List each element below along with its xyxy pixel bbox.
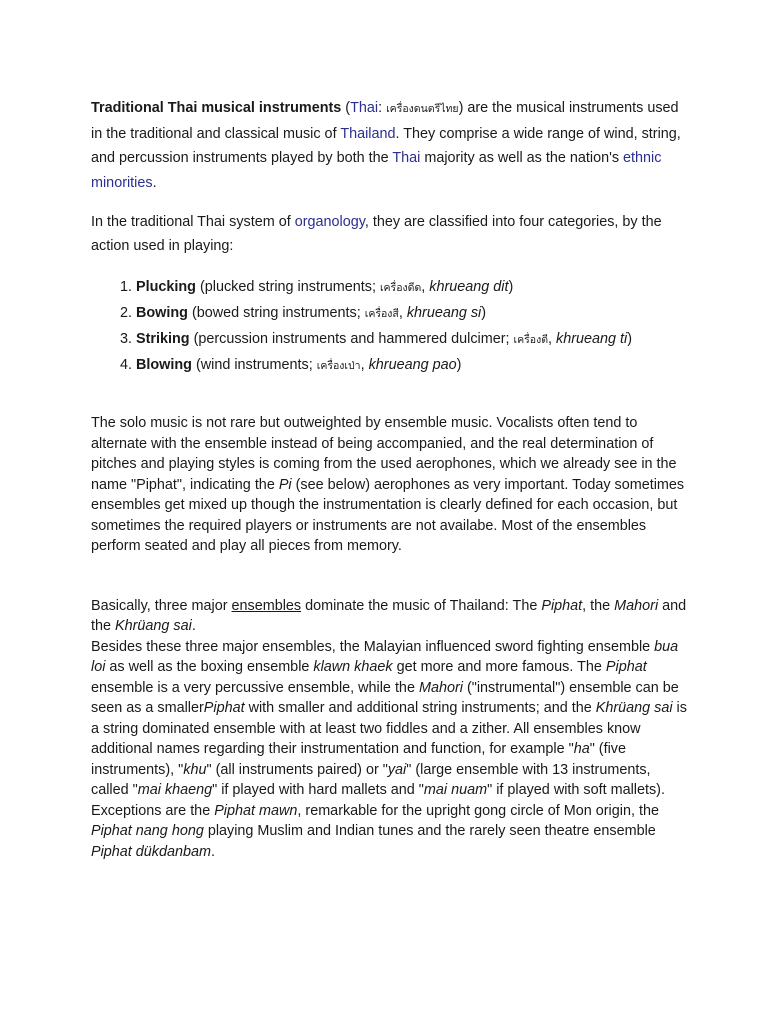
term-bua-loi: bua loi [91,638,679,675]
text: . [211,843,216,860]
link-organology[interactable]: organology [294,214,365,230]
article-title: Traditional Thai musical instruments [91,100,342,116]
thai-script: เครื่องเป่า [316,360,361,372]
text: ) [481,305,487,321]
term-mahori: Mahori [614,597,659,614]
text: get more and more famous. The [392,659,606,675]
term-mai-nuam: mai nuam [423,782,488,798]
text: and the [91,597,687,634]
category-term: Striking [136,331,190,347]
text: . [191,618,196,634]
term-khruang-sai: Khrüang sai [595,700,673,716]
link-thai-people[interactable]: Thai [392,150,421,166]
text: (plucked string instruments; [195,279,380,295]
text: (see below) aerophones as very important. Today sometimes ensembles get mixed up though the instrumentation is clearly defined for each occasion, but sometimes the required players or instruments are not availabe. Most of the ensembles perform seated and play all pieces from memory. [91,476,685,554]
text: , [398,305,407,321]
text: ) are the musical instruments used in the traditional and classical music of [91,100,679,142]
category-term: Blowing [136,357,192,373]
thai-script: เครื่องดนตรีไทย [386,103,459,115]
text: majority as well as the nation's [420,150,624,166]
category-list [91,275,691,379]
text: , remarkable for the upright gong circle of Mon origin, the [297,802,659,819]
text: In the traditional Thai system of [91,214,295,230]
text: playing Muslim and Indian tunes and the rarely seen theatre ensemble [203,823,656,839]
text: ) [456,357,462,373]
romanization: khrueang si [406,305,482,321]
term-yai: yai [387,761,407,778]
text: (percussion instruments and hammered dulcimer; [189,331,514,347]
intro-paragraph [91,96,691,195]
term-piphat-nang-hong: Piphat nang hong [91,823,204,839]
category-term: Plucking [136,279,196,295]
term-piphat-dukdanbam: Piphat dükdanbam [91,843,212,860]
text: ensemble is a very percussive ensemble, while the [91,679,419,696]
text: . They comprise a wide range of wind, string, and percussion instruments played by both the [91,125,681,166]
article-body [91,96,691,862]
text: as well as the boxing ensemble [105,659,314,675]
text: Basically, three major [91,597,232,614]
term-piphat: Piphat [203,700,245,716]
text: ) [508,279,514,295]
text: " (five instruments), " [91,741,626,778]
text: Exceptions are the [91,802,215,819]
text: is a string dominated ensemble with at least two fiddles and a zither. All ensembles know additional names regarding their instrumentation and function, for example " [91,700,687,757]
romanization: khrueang ti [556,331,628,347]
term-mahori: Mahori [418,679,463,696]
text: dominate the music of Thailand: The [301,597,542,614]
text: . [152,174,157,191]
romanization: khrueang dit [429,279,509,295]
term-piphat: Piphat [605,659,647,675]
text: " (large ensemble with 13 instruments, called " [91,761,651,798]
text: Besides these three major ensembles, the Malayian influenced sword fighting ensemble [91,638,655,655]
text: ) [627,331,633,347]
text: " if played with hard mallets and " [212,782,424,798]
term-pi: Pi [278,476,292,493]
thai-script: เครื่องดีด [379,282,422,294]
term-piphat-mawn: Piphat mawn [214,802,298,819]
list-item-bowing [136,301,691,327]
list-item-striking [136,327,691,353]
text: : [378,100,387,116]
thai-script: เครื่องสี [364,308,399,320]
term-khu: khu [183,761,207,778]
text: The solo music is not rare but outweighted by ensemble music. Vocalists often tend to alternate with the ensemble instead of being accompanied, and the real determination of pitches and playing styles is coming from the used aerophones, which we already see in the name "Piphat", indicating the [91,415,677,493]
text: ("instrumental") ensemble can be seen as a smaller [91,679,679,716]
text: (wind instruments; [191,357,317,373]
classification-paragraph [91,210,691,258]
text: " (all instruments paired) or " [206,761,388,778]
solo-music-paragraph [91,413,691,557]
term-khruang-sai: Khrüang sai [115,618,192,634]
thai-script: เครื่องตี [513,334,549,346]
link-ethnic-minorities[interactable]: ethnic minorities [91,150,662,191]
link-thai-language[interactable]: Thai [350,100,379,116]
list-item-blowing [136,353,691,379]
text: , [360,357,369,373]
romanization: khrueang pao [368,357,457,373]
term-ensembles: ensembles [231,597,302,614]
text: with smaller and additional string instruments; and the [244,700,596,716]
text: ( [341,100,351,116]
text: , the [582,597,615,614]
term-ha: ha [573,741,590,757]
text: " if played with soft mallets). [487,782,665,798]
link-thailand[interactable]: Thailand [340,125,396,142]
ensembles-paragraph [91,596,691,863]
term-piphat: Piphat [541,597,583,614]
term-klawn-khaek: klawn khaek [313,659,393,675]
text: , [548,331,557,347]
category-term: Bowing [136,305,188,321]
list-item-plucking [136,275,691,301]
text: (bowed string instruments; [187,305,365,321]
text: , [421,279,430,295]
term-mai-khaeng: mai khaeng [137,782,213,798]
text: , they are classified into four categories, by the action used in playing: [91,214,662,254]
